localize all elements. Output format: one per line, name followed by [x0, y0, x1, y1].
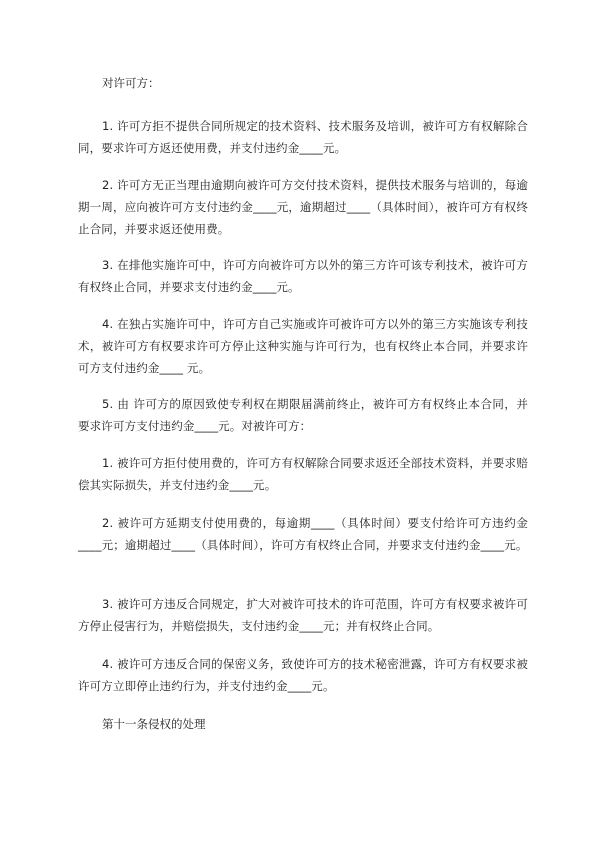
- licensee-clause-1: 1. 被许可方拒付使用费的，许可方有权解除合同要求返还全部技术资料，并要求赔偿其实际损失，并支付违约金____元。: [78, 456, 528, 492]
- licensor-clause-4: 4. 在独占实施许可中，许可方自己实施或许可被许可方以外的第三方实施该专利技术，被许可方有权要求许可方停止这种实施与许可行为，也有权终止本合同，并要求许可方支付违约金____ 元。: [78, 317, 528, 375]
- licensor-clause-1: 1. 许可方拒不提供合同所规定的技术资料、技术服务及培训，被许可方有权解除合同，要求许可方返还使用费，并支付违约金____元。: [78, 119, 528, 155]
- licensor-clause-2: 2. 许可方无正当理由逾期向被许可方交付技术资料，提供技术服务与培训的，每逾期一周，应向被许可方支付违约金____元，逾期超过____（具体时间），被许可方有权终止合同，并要求返还使用费。: [78, 178, 528, 236]
- licensee-clause-4: 4. 被许可方违反合同的保密义务，致使许可方的技术秘密泄露，许可方有权要求被许可方立即停止违约行为，并支付违约金____元。: [78, 657, 528, 693]
- section-heading: 第十一条侵权的处理: [102, 717, 206, 731]
- licensor-clause-5: 5. 由 许可方的原因致使专利权在期限届满前终止，被许可方有权终止本合同，并要求许可方支付违约金____元。对被许可方：: [78, 397, 528, 433]
- licensee-clause-3: 3. 被许可方违反合同规定，扩大对被许可技术的许可范围，许可方有权要求被许可方停止侵害行为，并赔偿损失，支付违约金____元；并有权终止合同。: [78, 597, 528, 633]
- licensor-clause-3: 3. 在排他实施许可中，许可方向被许可方以外的第三方许可该专利技术，被许可方有权终止合同，并要求支付违约金____元。: [78, 258, 528, 294]
- intro-line: 对许可方：: [102, 76, 160, 90]
- licensee-clause-2: 2. 被许可方延期支付使用费的，每逾期____（具体时间）要支付给许可方违约金____元；逾期超过____（具体时间），许可方有权终止合同，并要求支付违约金____元。: [78, 516, 528, 552]
